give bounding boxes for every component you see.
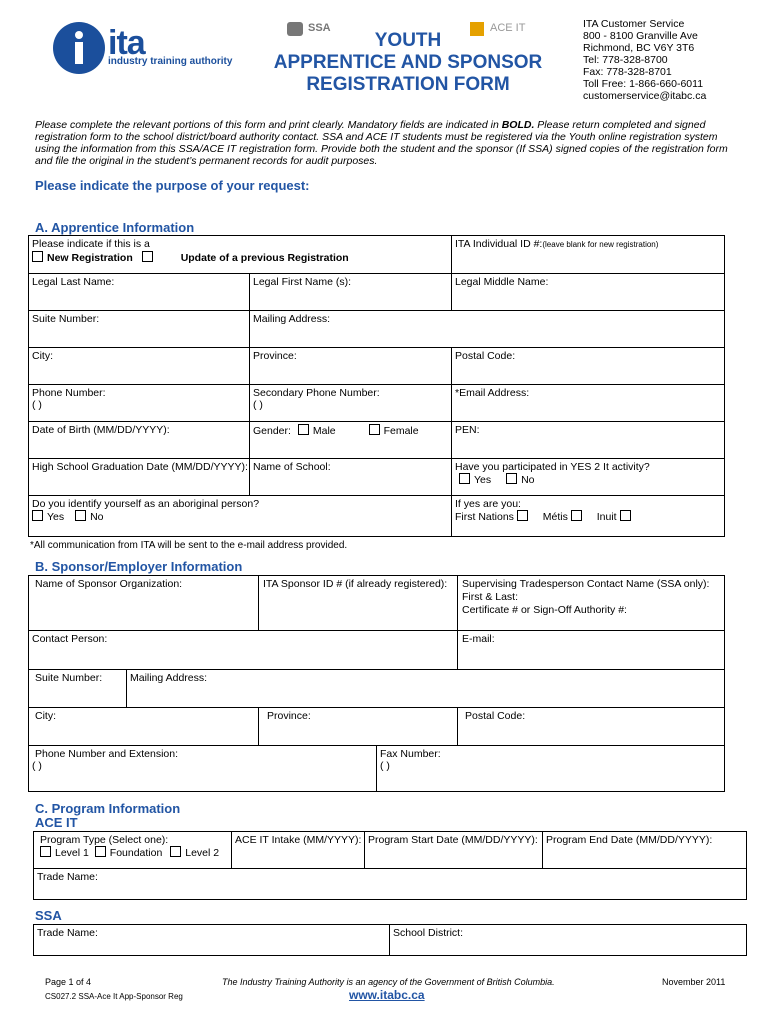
phone-label: Phone Number: bbox=[32, 387, 106, 399]
sponsor-suite-field[interactable] bbox=[28, 669, 127, 708]
sponsor-email-field[interactable] bbox=[457, 630, 725, 670]
aboriginal-yes-label: Yes bbox=[47, 511, 65, 523]
sponsor-suite-label: Suite Number: bbox=[35, 672, 103, 684]
secondary-phone-field[interactable] bbox=[249, 384, 452, 422]
sponsor-mailing-label: Mailing Address: bbox=[130, 672, 208, 684]
indicate-label: Please indicate if this is a bbox=[32, 238, 150, 250]
level2-checkbox[interactable] bbox=[170, 846, 181, 857]
pen-label: PEN: bbox=[455, 424, 480, 436]
school-name-field[interactable] bbox=[249, 458, 452, 496]
intro-text bbox=[35, 119, 735, 167]
update-registration-label: Update of a previous Registration bbox=[180, 252, 349, 264]
suite-label: Suite Number: bbox=[32, 313, 100, 325]
contact-line: ITA Customer Service bbox=[583, 18, 685, 30]
grad-label: High School Graduation Date (MM/DD/YYYY): bbox=[32, 461, 248, 473]
contact-line: Richmond, BC V6Y 3T6 bbox=[583, 42, 695, 54]
title-line-3: REGISTRATION FORM bbox=[306, 74, 510, 95]
postal-label: Postal Code: bbox=[455, 350, 516, 362]
contact-line: 800 - 8100 Granville Ave bbox=[583, 30, 698, 42]
city-label: City: bbox=[32, 350, 53, 362]
sponsor-postal-field[interactable] bbox=[457, 707, 725, 746]
sponsor-fax-area-code: ( ) bbox=[380, 760, 390, 772]
pen-field[interactable] bbox=[451, 421, 725, 459]
ita-id-cell[interactable] bbox=[451, 235, 725, 274]
province-label: Province: bbox=[253, 350, 297, 362]
aceit-trade-name-field[interactable] bbox=[33, 868, 747, 900]
form-date: November 2011 bbox=[662, 977, 726, 987]
aceit-logo-text: ACE IT bbox=[490, 22, 526, 34]
level1-label: Level 1 bbox=[55, 847, 89, 859]
end-date-field[interactable] bbox=[542, 831, 747, 869]
sponsor-phone-label: Phone Number and Extension: bbox=[35, 748, 179, 760]
yes2it-no-label: No bbox=[521, 474, 535, 486]
first-nations-label: First Nations bbox=[455, 511, 514, 523]
cert-label: Certificate # or Sign-Off Authority #: bbox=[462, 604, 627, 616]
dob-field[interactable] bbox=[28, 421, 250, 459]
female-checkbox[interactable] bbox=[369, 424, 380, 435]
sponsor-province-label: Province: bbox=[267, 710, 311, 722]
ita-id-label: ITA Individual ID #: bbox=[455, 238, 543, 250]
sponsor-province-field[interactable] bbox=[258, 707, 458, 746]
yes2it-label: Have you participated in YES 2 It activity? bbox=[455, 461, 650, 473]
purpose-heading: Please indicate the purpose of your request: bbox=[35, 178, 310, 193]
female-label: Female bbox=[383, 425, 419, 437]
intake-label: ACE IT Intake (MM/YYYY): bbox=[235, 834, 362, 846]
sponsor-org-field[interactable] bbox=[28, 575, 259, 631]
registration-type-cell bbox=[28, 235, 452, 274]
program-type-field bbox=[33, 831, 232, 869]
program-type-label: Program Type (Select one): bbox=[40, 834, 169, 846]
email-label: *Email Address: bbox=[455, 387, 530, 399]
yes2it-field bbox=[451, 458, 725, 496]
sponsor-email-label: E-mail: bbox=[462, 633, 495, 645]
school-label: Name of School: bbox=[253, 461, 331, 473]
section-c-title: C. Program Information bbox=[35, 801, 181, 816]
first-name-field[interactable] bbox=[249, 273, 452, 311]
middle-name-label: Legal Middle Name: bbox=[455, 276, 549, 288]
sponsor-city-field[interactable] bbox=[28, 707, 259, 746]
section-b-title: B. Sponsor/Employer Information bbox=[35, 559, 243, 574]
phone-area-code: ( ) bbox=[32, 399, 42, 411]
province-field[interactable] bbox=[249, 347, 452, 385]
contact-line: Tel: 778-328-8700 bbox=[583, 54, 668, 66]
sponsor-phone-field[interactable] bbox=[28, 745, 377, 792]
contact-line: Fax: 778-328-8701 bbox=[583, 66, 672, 78]
sponsor-city-label: City: bbox=[35, 710, 56, 722]
grad-date-field[interactable] bbox=[28, 458, 250, 496]
school-district-field[interactable] bbox=[389, 924, 747, 956]
first-name-label: Legal First Name (s): bbox=[253, 276, 352, 288]
ita-logo-word: ita bbox=[108, 24, 145, 62]
start-date-field[interactable] bbox=[364, 831, 543, 869]
intro-bold: BOLD. bbox=[501, 119, 535, 131]
phone2-area-code: ( ) bbox=[253, 399, 263, 411]
ssa-logo-text: SSA bbox=[308, 22, 331, 34]
aceit-subtitle: ACE IT bbox=[35, 815, 78, 830]
contact-person-field[interactable] bbox=[28, 630, 458, 670]
ita-logo-mark-icon bbox=[73, 30, 85, 66]
agency-note: The Industry Training Authority is an agency of the Government of British Columbia. bbox=[222, 977, 555, 987]
title-line-2: APPRENTICE AND SPONSOR bbox=[273, 52, 543, 73]
first-last-label: First & Last: bbox=[462, 591, 519, 603]
mailing-address-field[interactable] bbox=[249, 310, 725, 348]
title-line-1: YOUTH bbox=[374, 30, 442, 51]
email-field[interactable] bbox=[451, 384, 725, 422]
school-district-label: School District: bbox=[393, 927, 464, 939]
foundation-checkbox[interactable] bbox=[95, 846, 106, 857]
phone-field[interactable] bbox=[28, 384, 250, 422]
ita-logo-subtitle: industry training authority bbox=[108, 56, 233, 67]
supervising-field[interactable] bbox=[457, 575, 725, 631]
aboriginal-identity-field bbox=[451, 495, 725, 537]
inuit-label: Inuit bbox=[596, 511, 617, 523]
website-link[interactable]: www.itabc.ca bbox=[349, 988, 425, 1002]
city-field[interactable] bbox=[28, 347, 250, 385]
metis-label: Métis bbox=[542, 511, 568, 523]
level2-label: Level 2 bbox=[185, 847, 220, 859]
supervising-label: Supervising Tradesperson Contact Name (SSA only): bbox=[462, 578, 710, 590]
male-label: Male bbox=[312, 425, 336, 437]
page-number: Page 1 of 4 bbox=[45, 977, 92, 987]
form-title bbox=[262, 30, 554, 96]
gender-field bbox=[249, 421, 452, 459]
dob-label: Date of Birth (MM/DD/YYYY): bbox=[32, 424, 170, 436]
yes2it-yes-checkbox[interactable] bbox=[459, 473, 470, 484]
sponsor-fax-field[interactable] bbox=[376, 745, 725, 792]
contact-line: Toll Free: 1-866-660-6011 bbox=[583, 78, 704, 90]
start-date-label: Program Start Date (MM/DD/YYYY): bbox=[368, 834, 538, 846]
aboriginal-yes-checkbox[interactable] bbox=[32, 510, 43, 521]
ifyes-label: If yes are you: bbox=[455, 498, 521, 510]
yes2it-yes-label: Yes bbox=[474, 474, 492, 486]
intro-part-b: Please return completed and signed registration form to the school district/board authority contact. SSA and ACE IT students must be registered via the Youth online registration system using the information from this SSA/ACE IT registration form. Provide both the student and the sponsor (If SSA) signed copies of the registration form and file the original in the student’s permanent records for audit purposes. bbox=[35, 119, 728, 167]
intake-field[interactable] bbox=[231, 831, 365, 869]
metis-checkbox[interactable] bbox=[571, 510, 582, 521]
mailing-label: Mailing Address: bbox=[253, 313, 331, 325]
ssa-trade-label: Trade Name: bbox=[37, 927, 98, 939]
postal-code-field[interactable] bbox=[451, 347, 725, 385]
middle-name-field[interactable] bbox=[451, 273, 725, 311]
end-date-label: Program End Date (MM/DD/YYYY): bbox=[546, 834, 713, 846]
new-registration-checkbox[interactable] bbox=[32, 251, 43, 262]
intro-part-a: Please complete the relevant portions of this form and print clearly. Mandatory fields are indicated in bbox=[35, 119, 502, 131]
email-notice: *All communication from ITA will be sent to the e-mail address provided. bbox=[30, 540, 348, 551]
sponsor-id-field[interactable] bbox=[258, 575, 458, 631]
ita-id-note: (leave blank for new registration) bbox=[542, 240, 659, 249]
contact-person-label: Contact Person: bbox=[32, 633, 108, 645]
last-name-label: Legal Last Name: bbox=[32, 276, 115, 288]
section-a-title: A. Apprentice Information bbox=[35, 220, 195, 235]
sponsor-phone-area-code: ( ) bbox=[32, 760, 42, 772]
ssa-trade-name-field[interactable] bbox=[33, 924, 390, 956]
aceit-trade-label: Trade Name: bbox=[37, 871, 98, 883]
aboriginal-label: Do you identify yourself as an aboriginal person? bbox=[32, 498, 260, 510]
suite-number-field[interactable] bbox=[28, 310, 250, 348]
sponsor-postal-label: Postal Code: bbox=[465, 710, 526, 722]
aboriginal-no-label: No bbox=[90, 511, 104, 523]
foundation-label: Foundation bbox=[109, 847, 163, 859]
level1-checkbox[interactable] bbox=[40, 846, 51, 857]
contact-info bbox=[583, 18, 706, 102]
form-code: CS027.2 SSA-Ace It App-Sponsor Reg bbox=[45, 992, 183, 1001]
gender-label: Gender: bbox=[253, 425, 291, 437]
phone2-label: Secondary Phone Number: bbox=[253, 387, 380, 399]
male-checkbox[interactable] bbox=[298, 424, 309, 435]
sponsor-mailing-field[interactable] bbox=[126, 669, 725, 708]
aboriginal-no-checkbox[interactable] bbox=[75, 510, 86, 521]
inuit-checkbox[interactable] bbox=[620, 510, 631, 521]
last-name-field[interactable] bbox=[28, 273, 250, 311]
contact-line[interactable]: customerservice@itabc.ca bbox=[583, 90, 707, 102]
yes2it-no-checkbox[interactable] bbox=[506, 473, 517, 484]
aboriginal-field bbox=[28, 495, 452, 537]
first-nations-checkbox[interactable] bbox=[517, 510, 528, 521]
ssa-subtitle: SSA bbox=[35, 908, 62, 923]
sponsor-id-label: ITA Sponsor ID # (if already registered): bbox=[263, 578, 448, 590]
sponsor-org-label: Name of Sponsor Organization: bbox=[35, 578, 183, 590]
update-registration-checkbox[interactable] bbox=[142, 251, 153, 262]
new-registration-label: New Registration bbox=[47, 252, 133, 264]
sponsor-fax-label: Fax Number: bbox=[380, 748, 441, 760]
